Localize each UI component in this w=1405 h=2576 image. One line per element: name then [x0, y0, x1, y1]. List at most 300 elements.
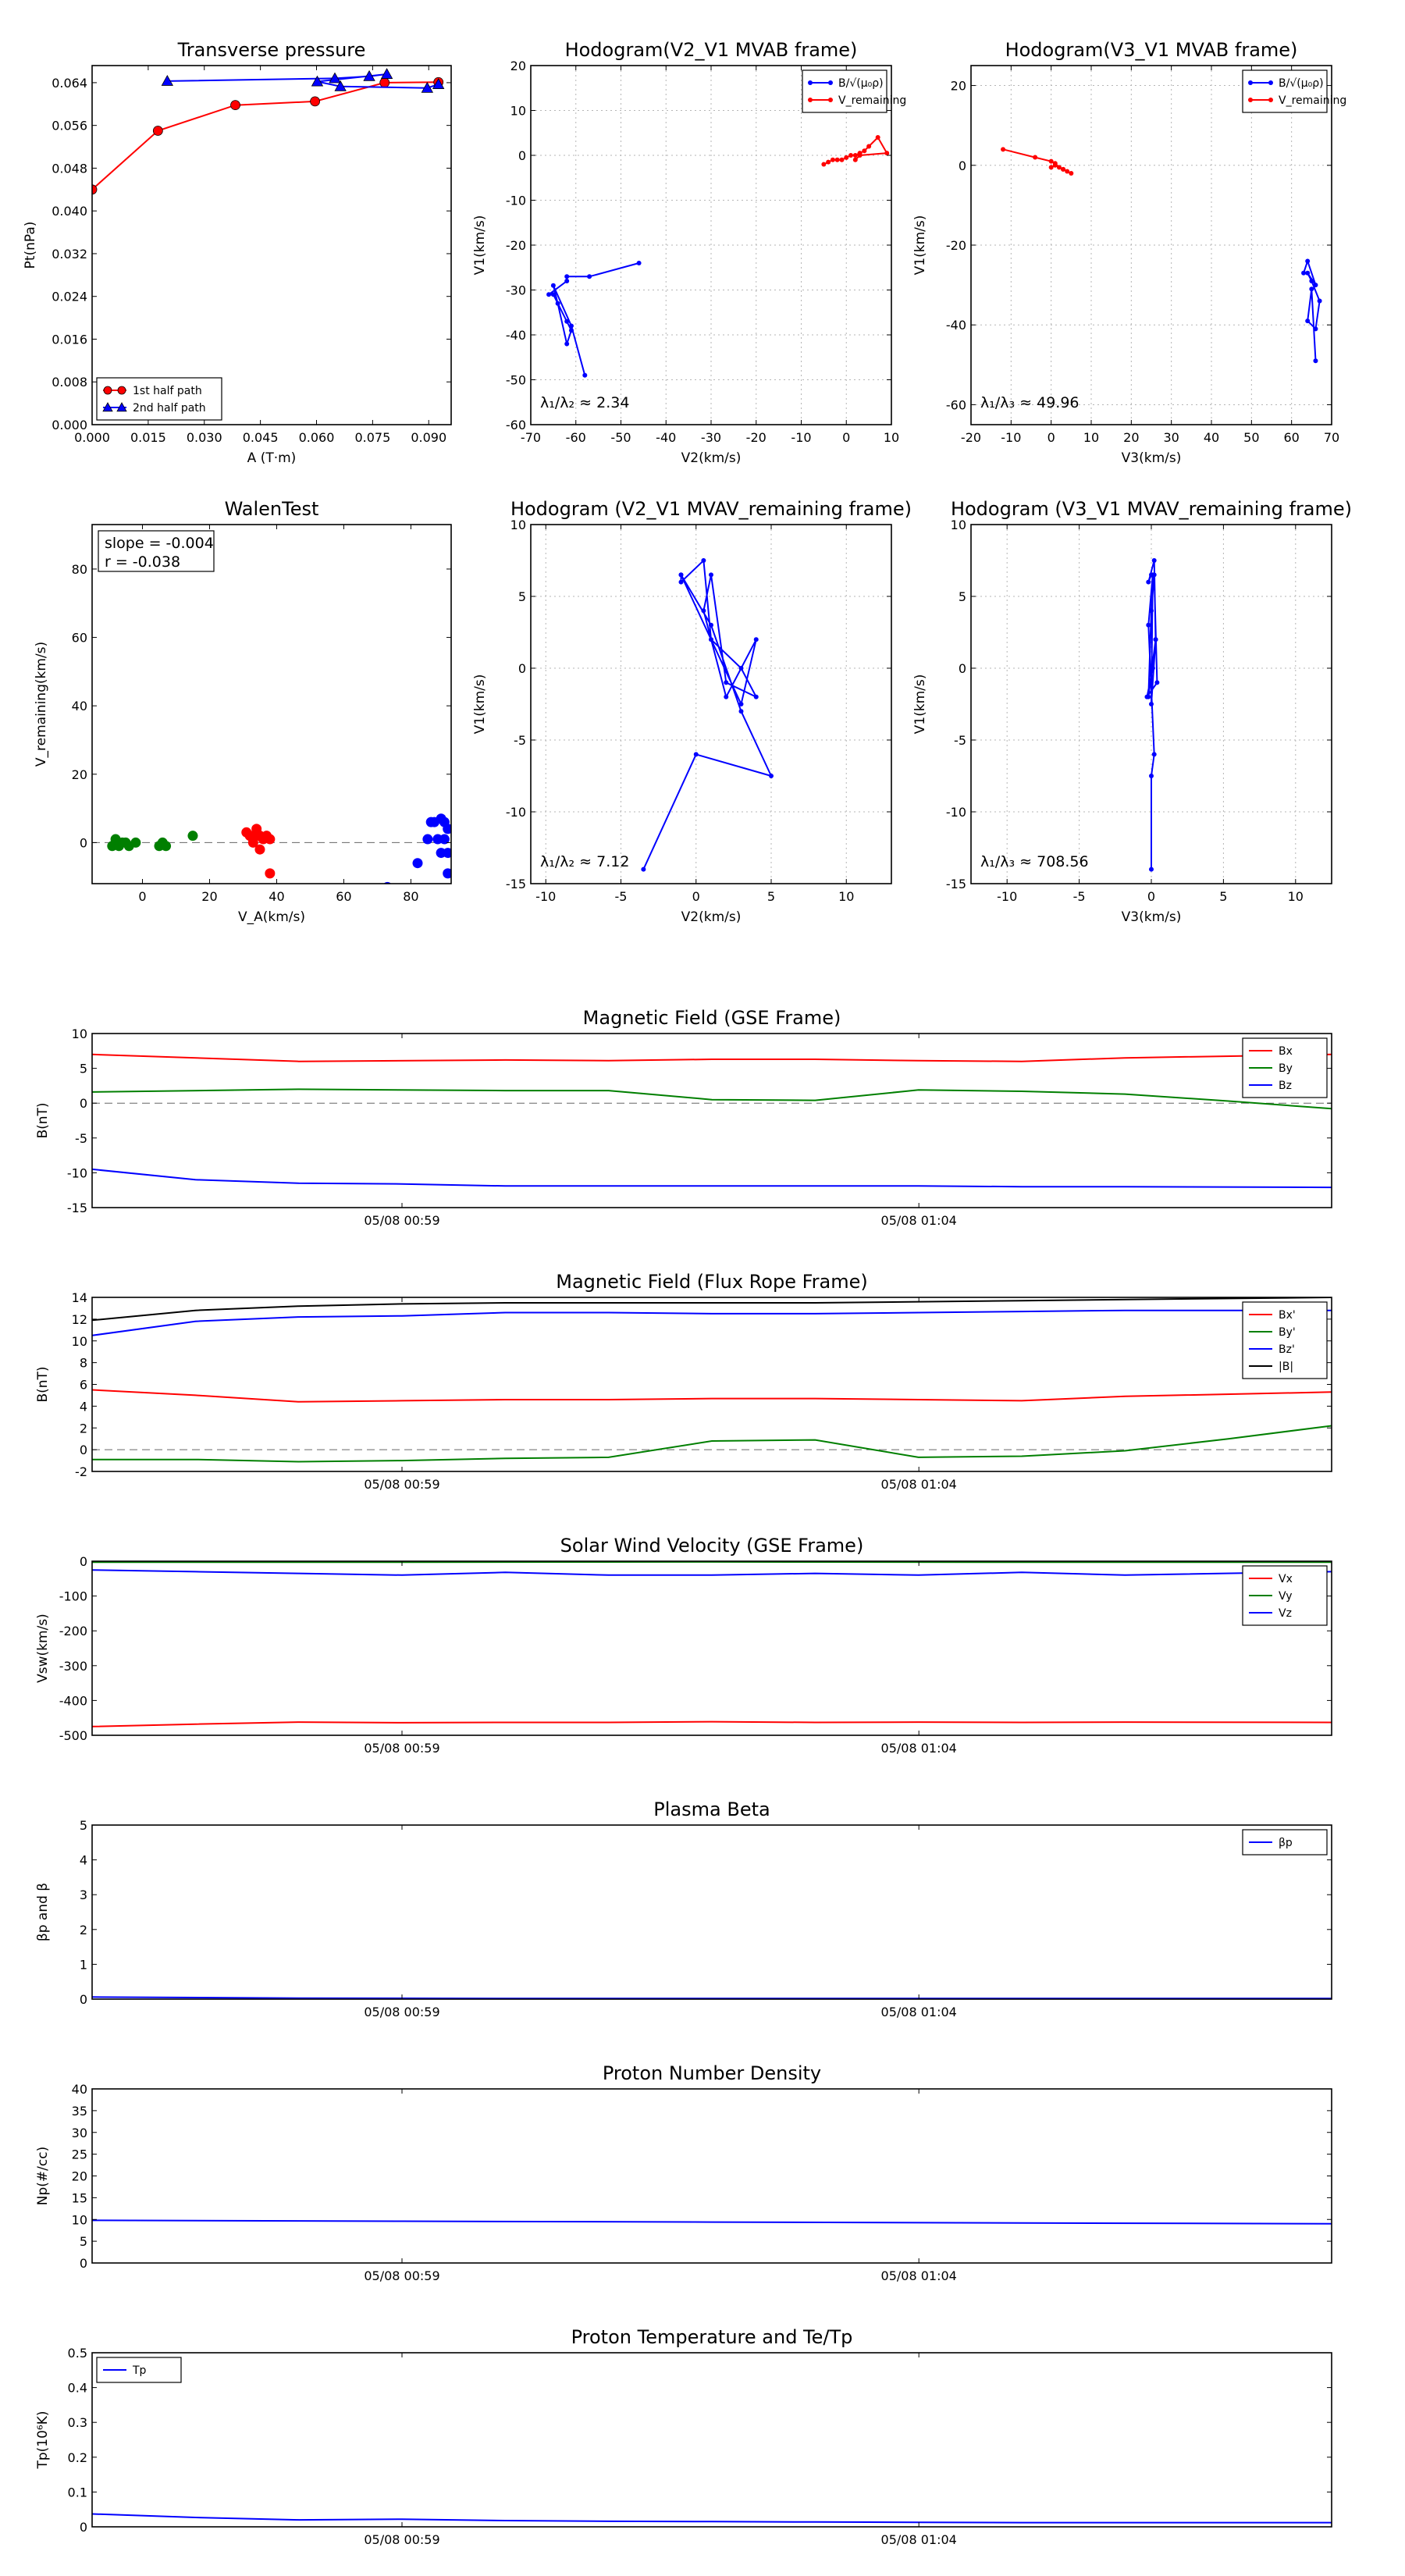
y-tick-label: 0.2	[67, 2450, 87, 2465]
x-tick-label: 0.000	[74, 430, 110, 445]
chart-title: Hodogram(V3_V1 MVAB frame)	[1005, 39, 1298, 61]
legend-label: Vz	[1279, 1607, 1292, 1620]
y-tick-label: 10	[950, 518, 966, 532]
y-tick-label: -10	[505, 193, 526, 208]
series-line	[1304, 261, 1320, 361]
y-tick-label: 0	[518, 148, 526, 163]
series-line	[92, 2514, 1332, 2523]
y-tick-label: -300	[59, 1658, 87, 1674]
legend-marker	[808, 80, 813, 85]
legend	[1243, 1302, 1327, 1379]
data-point	[265, 834, 275, 845]
x-tick-label: -5	[1072, 889, 1086, 904]
data-point	[866, 144, 871, 149]
data-point	[844, 155, 848, 160]
plot-area	[546, 135, 889, 378]
data-point	[1309, 279, 1314, 283]
chart-h4	[912, 498, 1352, 925]
data-point	[769, 774, 774, 778]
plot-area	[92, 1997, 1332, 1998]
data-point	[637, 261, 642, 265]
chart-title: Hodogram (V2_V1 MVAV_remaining frame)	[510, 498, 912, 520]
y-tick-label: -40	[505, 328, 526, 343]
y-tick-label: 0	[79, 2256, 87, 2271]
y-tick-label: 0	[518, 661, 526, 676]
y-axis-label: B(nT)	[35, 1102, 51, 1139]
data-point	[709, 623, 713, 628]
x-tick-label: -10	[791, 430, 812, 445]
chart-beta	[35, 1799, 1332, 2019]
x-axis-label: A (T·m)	[247, 450, 297, 466]
data-point	[1305, 258, 1310, 263]
x-tick-label: 05/08 00:59	[364, 2532, 440, 2547]
series-line	[1147, 560, 1158, 870]
data-point	[1152, 752, 1157, 756]
y-tick-label: -50	[505, 372, 526, 388]
data-point	[1057, 165, 1062, 169]
y-tick-label: -10	[66, 1165, 87, 1181]
legend-marker	[1268, 98, 1273, 102]
x-tick-label: 05/08 01:04	[880, 1213, 957, 1228]
x-tick-label: -20	[960, 430, 982, 445]
x-tick-label: -5	[614, 889, 628, 904]
y-tick-label: 12	[71, 1311, 87, 1327]
x-tick-label: 60	[336, 889, 352, 904]
series-line	[92, 1055, 1332, 1062]
data-point	[739, 709, 744, 713]
data-point	[1049, 159, 1054, 164]
data-point	[1305, 271, 1310, 276]
data-point	[551, 292, 556, 297]
data-point	[1151, 666, 1155, 671]
data-point	[382, 69, 393, 79]
y-axis-label: V_remaining(km/s)	[34, 641, 49, 767]
data-point	[413, 858, 423, 868]
data-point	[641, 867, 646, 872]
series-line	[92, 1169, 1332, 1187]
data-point	[701, 608, 706, 613]
x-axis-label: V2(km/s)	[681, 909, 742, 925]
y-tick-label: 0.016	[52, 332, 87, 347]
data-point	[709, 572, 713, 577]
y-tick-label: -5	[514, 733, 526, 748]
x-tick-label: -20	[745, 430, 767, 445]
y-tick-label: 0.048	[52, 161, 87, 176]
legend-marker	[808, 98, 813, 102]
data-point	[853, 153, 858, 158]
data-point	[1001, 147, 1005, 151]
x-tick-label: 0.030	[186, 430, 222, 445]
legend-label: Bx'	[1279, 1309, 1296, 1322]
data-point	[254, 845, 265, 855]
x-tick-label: 0.045	[242, 430, 279, 445]
plot-area	[107, 813, 453, 892]
chart-bgse	[35, 1007, 1332, 1228]
x-tick-label: 40	[269, 889, 285, 904]
data-point	[104, 386, 112, 394]
y-tick-label: -2	[75, 1464, 87, 1479]
data-point	[111, 834, 121, 845]
chart-title: Transverse pressure	[177, 39, 366, 61]
data-point	[587, 274, 592, 279]
y-tick-label: 3	[79, 1888, 87, 1903]
data-point	[130, 838, 140, 848]
x-tick-label: 50	[1243, 430, 1260, 445]
y-tick-label: 0.3	[67, 2415, 87, 2431]
y-tick-label: 2	[79, 1922, 87, 1937]
y-tick-label: 4	[79, 1399, 87, 1414]
data-point	[564, 274, 569, 279]
x-tick-label: 0	[842, 430, 851, 445]
y-tick-label: 0.064	[52, 75, 87, 91]
data-point	[821, 162, 826, 167]
data-point	[426, 817, 436, 827]
data-point	[1149, 608, 1154, 613]
x-tick-label: 0.015	[130, 430, 166, 445]
chart-title: Magnetic Field (Flux Rope Frame)	[556, 1271, 868, 1293]
data-point	[1154, 637, 1158, 642]
y-tick-label: 10	[71, 1333, 87, 1349]
legend-label: Vy	[1279, 1590, 1293, 1603]
data-point	[754, 695, 759, 699]
data-point	[1033, 155, 1037, 160]
data-point	[546, 292, 551, 297]
chart-h1	[472, 39, 906, 466]
x-tick-label: 20	[1123, 430, 1140, 445]
x-axis-label: V2(km/s)	[681, 450, 742, 466]
y-tick-label: -15	[505, 877, 526, 891]
y-tick-label: 5	[958, 589, 966, 604]
chart-h3	[472, 498, 912, 925]
series-line	[92, 82, 439, 190]
data-point	[1049, 165, 1054, 169]
data-point	[311, 97, 320, 106]
x-tick-label: 05/08 00:59	[364, 1213, 440, 1228]
data-point	[118, 386, 126, 394]
y-axis-label: βp and β	[35, 1882, 51, 1942]
data-point	[1146, 695, 1151, 699]
chart-title: Magnetic Field (GSE Frame)	[582, 1007, 841, 1029]
plot-area	[1144, 558, 1159, 872]
data-point	[739, 666, 744, 671]
axes-frame	[92, 2089, 1332, 2263]
x-tick-label: 20	[201, 889, 218, 904]
plot-area	[641, 558, 774, 872]
annotation-text: r = -0.038	[105, 553, 181, 571]
data-point	[835, 158, 840, 162]
data-point	[1053, 163, 1058, 168]
legend-label: Bz	[1279, 1080, 1292, 1092]
series-line	[92, 1089, 1332, 1108]
chart-title: Hodogram (V3_V1 MVAV_remaining frame)	[950, 498, 1353, 520]
y-tick-label: -30	[505, 283, 526, 298]
data-point	[1313, 358, 1318, 363]
y-tick-label: 10	[510, 518, 526, 532]
y-tick-label: 0	[79, 1096, 87, 1112]
y-tick-label: 60	[71, 630, 87, 646]
series-line	[92, 1297, 1332, 1320]
x-tick-label: 0	[1147, 889, 1156, 904]
x-tick-label: 05/08 01:04	[880, 1741, 957, 1756]
plot-area	[92, 1055, 1332, 1187]
y-tick-label: 10	[71, 1026, 87, 1041]
y-tick-label: -5	[75, 1130, 87, 1146]
data-point	[1061, 167, 1065, 172]
legend-label: Bz'	[1279, 1343, 1295, 1356]
x-tick-label: -10	[1001, 430, 1022, 445]
y-tick-label: -60	[945, 397, 966, 413]
data-point	[724, 680, 728, 685]
series-line	[643, 560, 771, 870]
data-point	[1154, 680, 1159, 685]
x-axis-label: V3(km/s)	[1121, 450, 1182, 466]
axes-frame	[92, 66, 451, 425]
y-tick-label: -60	[505, 418, 526, 432]
data-point	[848, 153, 853, 158]
y-tick-label: -20	[505, 238, 526, 253]
data-point	[436, 848, 446, 858]
y-tick-label: 20	[510, 59, 526, 73]
axes-frame	[92, 525, 451, 884]
x-tick-label: -70	[520, 430, 542, 445]
y-tick-label: 0.5	[67, 2346, 87, 2361]
data-point	[564, 319, 569, 324]
y-tick-label: 0.4	[67, 2380, 87, 2396]
series-line	[92, 1722, 1332, 1727]
data-point	[380, 78, 389, 87]
x-axis-label: V_A(km/s)	[237, 909, 306, 925]
y-tick-label: 1	[79, 1957, 87, 1973]
y-axis-label: V1(km/s)	[912, 674, 928, 735]
data-point	[724, 695, 728, 699]
data-point	[551, 283, 556, 288]
data-point	[1313, 326, 1318, 331]
legend	[1243, 1830, 1327, 1855]
chart-bfr	[35, 1271, 1332, 1492]
y-tick-label: 20	[71, 2169, 87, 2184]
y-tick-label: 0	[958, 661, 966, 676]
data-point	[839, 158, 844, 162]
y-axis-label: V1(km/s)	[912, 215, 928, 276]
x-tick-label: 0.090	[411, 430, 447, 445]
data-point	[569, 328, 574, 333]
y-tick-label: 6	[79, 1377, 87, 1393]
data-point	[1151, 572, 1155, 577]
chart-walen	[34, 498, 453, 925]
data-point	[231, 101, 240, 110]
y-tick-label: 40	[71, 699, 87, 714]
legend-marker	[1248, 80, 1253, 85]
chart-np	[35, 2062, 1332, 2283]
y-tick-label: -20	[945, 238, 966, 253]
y-tick-label: 80	[71, 561, 87, 577]
data-point	[831, 158, 835, 162]
annotation-text: λ₁/λ₃ ≈ 708.56	[980, 853, 1089, 870]
y-tick-label: -15	[66, 1201, 87, 1215]
series-line	[167, 74, 438, 88]
y-axis-label: Np(#/cc)	[35, 2146, 51, 2206]
y-tick-label: 0.040	[52, 204, 87, 219]
data-point	[1146, 580, 1151, 585]
y-tick-label: 0	[79, 1443, 87, 1458]
data-point	[569, 324, 574, 329]
data-point	[701, 558, 706, 563]
y-tick-label: 0	[79, 835, 87, 851]
y-tick-label: -500	[59, 1728, 87, 1743]
y-tick-label: 0.056	[52, 118, 87, 133]
series-line	[92, 1390, 1332, 1402]
y-tick-label: 10	[71, 2212, 87, 2228]
y-tick-label: 0	[958, 158, 966, 173]
legend-label: By	[1279, 1062, 1293, 1075]
x-axis-label: V3(km/s)	[1121, 909, 1182, 925]
x-tick-label: 0	[692, 889, 700, 904]
y-axis-label: Vsw(km/s)	[35, 1614, 51, 1683]
x-tick-label: 0	[138, 889, 147, 904]
y-tick-label: 8	[79, 1355, 87, 1371]
data-point	[679, 572, 684, 577]
y-axis-label: V1(km/s)	[472, 215, 488, 276]
data-point	[161, 841, 171, 851]
x-tick-label: 05/08 01:04	[880, 2532, 957, 2547]
y-tick-label: 0.032	[52, 246, 87, 262]
x-tick-label: 0	[1047, 430, 1055, 445]
data-point	[679, 580, 684, 585]
x-tick-label: 5	[767, 889, 776, 904]
data-point	[1146, 623, 1151, 628]
plot-area	[1001, 147, 1322, 363]
x-tick-label: 10	[1287, 889, 1304, 904]
annotation-text: λ₁/λ₂ ≈ 7.12	[540, 853, 630, 870]
data-point	[153, 126, 162, 136]
data-point	[556, 301, 560, 306]
y-tick-label: 2	[79, 1421, 87, 1436]
y-tick-label: 30	[71, 2125, 87, 2140]
legend-label: By'	[1279, 1326, 1296, 1339]
y-tick-label: 0	[79, 2520, 87, 2535]
axes-frame	[92, 1825, 1332, 1999]
data-point	[1149, 702, 1154, 706]
data-point	[754, 637, 759, 642]
y-tick-label: 20	[71, 767, 87, 782]
x-tick-label: 70	[1323, 430, 1340, 445]
chart-tpr	[35, 2326, 1332, 2547]
y-tick-label: 5	[79, 2234, 87, 2250]
y-tick-label: -400	[59, 1693, 87, 1709]
data-point	[564, 279, 569, 283]
series-line	[92, 1997, 1332, 1998]
x-tick-label: 10	[1083, 430, 1100, 445]
legend-label: V_remaining	[838, 94, 907, 107]
data-point	[1065, 169, 1069, 173]
chart-title: Proton Temperature and Te/Tp	[571, 2326, 853, 2348]
x-tick-label: -30	[700, 430, 722, 445]
legend-label: 2nd half path	[133, 402, 206, 415]
annotation-text: slope = -0.004	[105, 535, 214, 552]
chart-title: WalenTest	[224, 498, 319, 520]
data-point	[1305, 318, 1310, 323]
x-tick-label: 05/08 01:04	[880, 2005, 957, 2019]
series-line	[549, 263, 639, 375]
legend-label: Tp	[133, 2364, 147, 2377]
data-point	[884, 151, 889, 155]
data-point	[853, 158, 858, 162]
legend-marker	[1268, 80, 1273, 85]
y-tick-label: 40	[71, 2082, 87, 2097]
y-tick-label: 0.024	[52, 289, 87, 304]
x-tick-label: 40	[1203, 430, 1220, 445]
chart-title: Plasma Beta	[653, 1799, 770, 1820]
legend-marker	[1248, 98, 1253, 102]
x-tick-label: 5	[1219, 889, 1228, 904]
data-point	[709, 637, 713, 642]
data-point	[858, 153, 863, 158]
x-tick-label: 60	[1283, 430, 1300, 445]
y-axis-label: V1(km/s)	[472, 674, 488, 735]
data-point	[564, 342, 569, 347]
data-point	[265, 868, 275, 878]
legend-label: Bx	[1279, 1045, 1293, 1058]
y-tick-label: 4	[79, 1852, 87, 1868]
x-tick-label: 05/08 00:59	[364, 2268, 440, 2283]
x-tick-label: 30	[1163, 430, 1179, 445]
y-tick-label: 0	[79, 1992, 87, 2007]
legend	[97, 2357, 181, 2382]
x-tick-label: 05/08 00:59	[364, 1477, 440, 1492]
series-line	[92, 1570, 1332, 1575]
data-point	[1069, 171, 1073, 176]
legend-label: B/√(μ₀ρ)	[1279, 77, 1324, 90]
legend-label: B/√(μ₀ρ)	[838, 77, 884, 90]
annotation-text: λ₁/λ₃ ≈ 49.96	[980, 394, 1080, 411]
y-axis-label: Tp(10⁶K)	[35, 2411, 51, 2469]
y-tick-label: 14	[71, 1290, 87, 1305]
legend	[1243, 1566, 1327, 1625]
data-point	[1301, 271, 1306, 276]
y-tick-label: -100	[59, 1589, 87, 1604]
y-tick-label: 0.008	[52, 375, 87, 390]
x-tick-label: 80	[403, 889, 419, 904]
y-axis-label: Pt(nPa)	[23, 221, 38, 269]
x-tick-label: 10	[883, 430, 900, 445]
series-line	[92, 2220, 1332, 2223]
x-tick-label: -10	[997, 889, 1018, 904]
data-point	[422, 834, 432, 845]
y-tick-label: 15	[71, 2190, 87, 2206]
plot-area	[87, 69, 444, 194]
x-tick-label: -40	[656, 430, 677, 445]
y-tick-label: 35	[71, 2103, 87, 2119]
x-tick-label: 05/08 00:59	[364, 2005, 440, 2019]
y-tick-label: 10	[510, 103, 526, 119]
legend-label: V_remaining	[1279, 94, 1347, 107]
legend-label: |B|	[1279, 1361, 1294, 1373]
data-point	[1313, 283, 1318, 287]
legend	[1243, 1038, 1327, 1098]
axes-frame	[92, 2353, 1332, 2527]
data-point	[582, 373, 587, 378]
chart-title: Hodogram(V2_V1 MVAB frame)	[564, 39, 858, 61]
x-tick-label: 05/08 01:04	[880, 1477, 957, 1492]
y-tick-label: 5	[79, 1061, 87, 1076]
data-point	[1149, 774, 1154, 778]
y-axis-label: B(nT)	[35, 1366, 51, 1403]
legend-label: Vx	[1279, 1573, 1293, 1585]
x-tick-label: -50	[610, 430, 631, 445]
y-tick-label: 5	[518, 589, 526, 604]
axes-frame	[92, 1561, 1332, 1735]
data-point	[826, 160, 831, 165]
